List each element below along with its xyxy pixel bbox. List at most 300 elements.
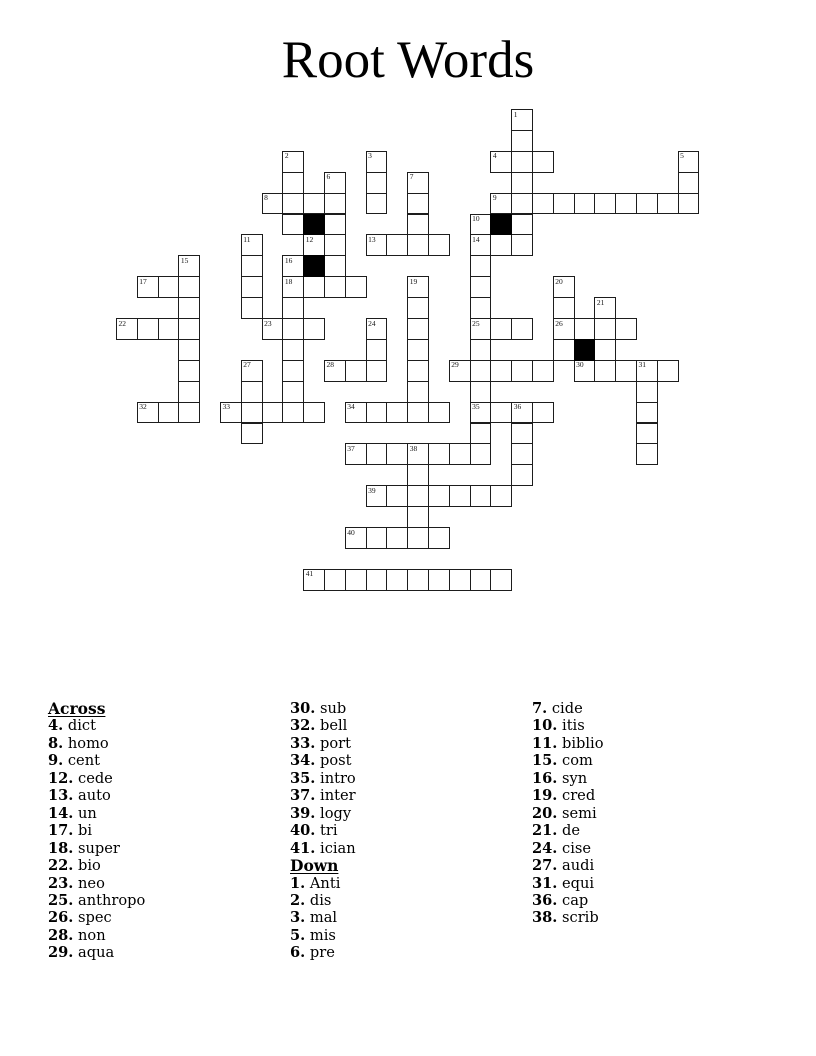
clue-number: 13.	[48, 787, 74, 805]
grid-cell[interactable]	[324, 255, 346, 277]
cell-number: 9	[492, 193, 497, 203]
clue-item: 10. itis	[532, 717, 585, 735]
grid-cell[interactable]	[449, 485, 471, 507]
clue-item: 38. scrib	[532, 909, 599, 927]
grid-cell[interactable]	[470, 381, 492, 403]
grid-cell[interactable]	[428, 402, 450, 424]
grid-cell[interactable]	[657, 193, 679, 215]
grid-cell[interactable]	[178, 360, 200, 382]
grid-cell[interactable]	[407, 360, 429, 382]
grid-cell[interactable]	[490, 569, 512, 591]
cell-number: 8	[264, 193, 268, 203]
grid-cell[interactable]	[636, 443, 658, 465]
clue-item: 2. dis	[290, 891, 332, 909]
cell-number: 13	[368, 234, 376, 244]
grid-cell[interactable]	[615, 318, 637, 340]
grid-cell[interactable]	[407, 569, 429, 591]
cell-number: 33	[222, 402, 230, 412]
cell-number: 20	[555, 276, 563, 286]
grid-cell[interactable]	[511, 172, 533, 194]
clue-item: 12. cede	[48, 769, 113, 787]
clue-number: 8.	[48, 734, 64, 752]
cell-number: 19	[409, 276, 418, 286]
grid-cell[interactable]	[324, 172, 346, 194]
grid-cell[interactable]	[345, 360, 367, 382]
cell-number: 18	[284, 276, 293, 286]
grid-cell[interactable]	[511, 423, 533, 445]
grid-cell[interactable]	[137, 402, 159, 424]
clue-item: 6. pre	[290, 944, 335, 962]
cell-number: 21	[596, 297, 605, 307]
grid-cell[interactable]	[407, 234, 429, 256]
cell-number: 5	[680, 151, 684, 161]
grid-cell[interactable]	[407, 339, 429, 361]
grid-cell[interactable]	[282, 297, 304, 319]
cell-number: 29	[451, 360, 459, 370]
clue-number: 7.	[532, 700, 548, 717]
grid-cell[interactable]	[241, 381, 263, 403]
grid-cell[interactable]	[178, 318, 200, 340]
cell-number: 23	[264, 318, 272, 328]
clue-number: 20.	[532, 804, 558, 822]
grid-cell[interactable]	[262, 193, 284, 215]
clue-item: 8. homo	[48, 734, 109, 752]
grid-cell[interactable]	[511, 402, 533, 424]
grid-cell[interactable]	[137, 318, 159, 340]
grid-cell[interactable]	[241, 360, 263, 382]
cell-number: 26	[555, 318, 563, 328]
cell-number: 40	[347, 527, 355, 537]
grid-cell[interactable]	[178, 381, 200, 403]
page-title: Root Words	[281, 31, 535, 89]
black-cell	[303, 214, 325, 236]
grid-cell[interactable]	[511, 443, 533, 465]
down-header: Down	[290, 856, 339, 876]
grid-cell[interactable]	[345, 569, 367, 591]
grid-cell[interactable]	[490, 318, 512, 340]
grid-cell[interactable]	[282, 318, 304, 340]
cell-number: 4	[492, 151, 497, 161]
grid-cell[interactable]	[282, 193, 304, 215]
clue-number: 16.	[532, 769, 558, 787]
cell-number: 11	[243, 234, 251, 244]
clue-item: 14. un	[48, 804, 97, 822]
grid-cell[interactable]	[241, 423, 263, 445]
grid-cell[interactable]	[178, 339, 200, 361]
grid-cell[interactable]	[407, 527, 429, 549]
grid-cell[interactable]	[470, 297, 492, 319]
clue-number: 21.	[532, 822, 558, 840]
cell-number: 25	[472, 318, 480, 328]
grid-cell[interactable]	[324, 276, 346, 298]
cell-number: 31	[638, 360, 646, 370]
grid-cell[interactable]	[615, 193, 637, 215]
grid-cell[interactable]	[345, 402, 367, 424]
cell-number: 27	[243, 360, 251, 370]
grid-cell[interactable]	[366, 318, 388, 340]
grid-cell[interactable]	[366, 443, 388, 465]
cell-number: 7	[409, 172, 414, 182]
clue-number: 29.	[48, 944, 74, 962]
grid-cell[interactable]	[386, 485, 408, 507]
clue-item: 15. com	[532, 752, 593, 770]
grid-cell[interactable]	[407, 506, 429, 528]
grid-cell[interactable]	[470, 214, 492, 236]
grid-cell[interactable]	[574, 360, 596, 382]
grid-cell[interactable]	[594, 193, 616, 215]
grid-cell[interactable]	[511, 318, 533, 340]
grid-cell[interactable]	[657, 360, 679, 382]
clue-number: 31.	[532, 874, 558, 892]
grid-cell[interactable]	[428, 569, 450, 591]
clue-item: 39. logy	[290, 804, 352, 822]
clue-item: 36. cap	[532, 891, 589, 909]
grid-cell[interactable]	[241, 276, 263, 298]
clue-item: 32. bell	[290, 717, 348, 735]
grid-cell[interactable]	[282, 360, 304, 382]
cell-number: 35	[472, 402, 480, 412]
grid-cell[interactable]	[407, 381, 429, 403]
clue-item: 19. cred	[532, 787, 596, 805]
grid-cell[interactable]	[407, 464, 429, 486]
black-cell	[303, 255, 325, 277]
grid-cell[interactable]	[532, 151, 554, 173]
grid-cell[interactable]	[324, 360, 346, 382]
clue-number: 27.	[532, 857, 558, 875]
grid-cell[interactable]	[470, 360, 492, 382]
grid-cell[interactable]	[470, 569, 492, 591]
clue-number: 24.	[532, 839, 558, 857]
grid-cell[interactable]	[511, 360, 533, 382]
grid-cell[interactable]	[532, 193, 554, 215]
cell-number: 1	[513, 109, 518, 119]
clue-item: 21. de	[532, 822, 581, 840]
grid-cell[interactable]	[511, 464, 533, 486]
black-cell	[574, 339, 596, 361]
clue-number: 33.	[290, 734, 316, 752]
clue-number: 28.	[48, 926, 74, 944]
cell-number: 10	[472, 214, 480, 223]
grid-cell[interactable]	[490, 402, 512, 424]
cell-number: 41	[305, 569, 314, 579]
grid-cell[interactable]	[366, 172, 388, 194]
grid-cell[interactable]	[449, 569, 471, 591]
clue-number: 6.	[290, 944, 306, 962]
grid-cell[interactable]	[594, 297, 616, 319]
grid-cell[interactable]	[574, 318, 596, 340]
grid-cell[interactable]	[428, 443, 450, 465]
cell-number: 32	[139, 402, 147, 412]
grid-cell[interactable]	[428, 527, 450, 549]
grid-cell[interactable]	[511, 109, 533, 131]
clue-number: 23.	[48, 874, 74, 892]
grid-cell[interactable]	[241, 297, 263, 319]
grid-cell[interactable]	[178, 255, 200, 277]
grid-cell[interactable]	[303, 276, 325, 298]
grid-cell[interactable]	[324, 193, 346, 215]
grid-cell[interactable]	[282, 381, 304, 403]
grid-cell[interactable]	[470, 276, 492, 298]
grid-cell[interactable]	[241, 402, 263, 424]
clue-item: 26. spec	[48, 909, 112, 927]
clue-number: 12.	[48, 769, 74, 787]
grid-cell[interactable]	[678, 172, 700, 194]
grid-cell[interactable]	[178, 402, 200, 424]
clue-number: 1.	[290, 874, 306, 892]
clue-column-down	[532, 700, 767, 927]
cell-number: 14	[472, 234, 480, 244]
grid-cell[interactable]	[532, 360, 554, 382]
grid-cell[interactable]	[490, 151, 512, 173]
clue-item: 27. audi	[532, 857, 595, 875]
clue-number: 17.	[48, 822, 74, 840]
clue-number: 19.	[532, 787, 558, 805]
clue-number: 26.	[48, 909, 74, 927]
grid-cell[interactable]	[553, 276, 575, 298]
grid-cell[interactable]	[553, 297, 575, 319]
grid-cell[interactable]	[407, 193, 429, 215]
grid-cell[interactable]	[428, 485, 450, 507]
grid-cell[interactable]	[470, 255, 492, 277]
clue-item: 3. mal	[290, 909, 338, 927]
grid-cell[interactable]	[366, 485, 388, 507]
clue-item: 29. aqua	[48, 944, 115, 962]
clue-number: 35.	[290, 769, 316, 787]
grid-cell[interactable]	[470, 402, 492, 424]
grid-cell[interactable]	[386, 234, 408, 256]
grid-cell[interactable]	[282, 151, 304, 173]
cell-number: 2	[284, 151, 289, 161]
clue-item: 41. ician	[290, 839, 356, 857]
clue-item: 31. equi	[532, 874, 595, 892]
clue-item: 16. syn	[532, 769, 588, 787]
cell-number: 30	[576, 360, 584, 370]
clue-number: 39.	[290, 804, 316, 822]
grid-cell[interactable]	[532, 402, 554, 424]
cell-number: 36	[513, 402, 522, 412]
grid-cell[interactable]	[407, 276, 429, 298]
grid-cell[interactable]	[553, 318, 575, 340]
clue-number: 32.	[290, 717, 316, 735]
cell-number: 34	[347, 402, 355, 412]
clue-item: 40. tri	[290, 822, 338, 840]
grid-cell[interactable]	[407, 318, 429, 340]
grid-cell[interactable]	[137, 276, 159, 298]
grid-cell[interactable]	[282, 402, 304, 424]
clue-column-across	[48, 700, 283, 962]
grid-cell[interactable]	[262, 402, 284, 424]
cell-number: 38	[409, 443, 418, 453]
grid-cell[interactable]	[594, 360, 616, 382]
grid-cell[interactable]	[470, 423, 492, 445]
clue-number: 14.	[48, 804, 74, 822]
clue-number: 36.	[532, 891, 558, 909]
clue-item: 4. dict	[48, 717, 96, 735]
cell-number: 39	[368, 485, 376, 495]
grid-cell[interactable]	[407, 172, 429, 194]
grid-cell[interactable]	[407, 297, 429, 319]
clue-item: 30. sub	[290, 700, 347, 717]
clue-item: 1. Anti	[290, 874, 341, 892]
grid-cell[interactable]	[636, 360, 658, 382]
grid-cell[interactable]	[386, 402, 408, 424]
black-cell	[490, 214, 512, 236]
grid-cell[interactable]	[636, 423, 658, 445]
grid-cell[interactable]	[324, 214, 346, 236]
grid-cell[interactable]	[470, 443, 492, 465]
cell-number: 28	[326, 360, 334, 370]
grid-cell[interactable]	[366, 360, 388, 382]
cell-number: 22	[118, 318, 126, 328]
grid-cell[interactable]	[282, 255, 304, 277]
grid-cell[interactable]	[324, 234, 346, 256]
grid-cell[interactable]	[220, 402, 242, 424]
clue-item: 34. post	[290, 752, 352, 770]
grid-cell[interactable]	[553, 339, 575, 361]
grid-cell[interactable]	[449, 360, 471, 382]
grid-cell[interactable]	[407, 402, 429, 424]
cell-number: 37	[347, 443, 355, 453]
grid-cell[interactable]	[386, 527, 408, 549]
grid-cell[interactable]	[324, 569, 346, 591]
clue-item: 13. auto	[48, 787, 111, 805]
grid-cell[interactable]	[449, 443, 471, 465]
grid-cell[interactable]	[615, 360, 637, 382]
grid-cell[interactable]	[303, 234, 325, 256]
grid-cell[interactable]	[241, 255, 263, 277]
grid-cell[interactable]	[511, 193, 533, 215]
clue-column-middle	[290, 700, 525, 962]
grid-cell[interactable]	[303, 193, 325, 215]
grid-cell[interactable]	[366, 402, 388, 424]
clue-number: 11.	[532, 734, 558, 752]
cell-number: 6	[326, 172, 331, 182]
clue-number: 2.	[290, 891, 306, 909]
grid-cell[interactable]	[241, 234, 263, 256]
clue-number: 15.	[532, 752, 558, 770]
clue-number: 37.	[290, 787, 316, 805]
grid-cell[interactable]	[636, 381, 658, 403]
grid-cell[interactable]	[386, 569, 408, 591]
clue-item: 17. bi	[48, 822, 93, 840]
grid-cell[interactable]	[366, 193, 388, 215]
grid-cell[interactable]	[282, 214, 304, 236]
clue-item: 24. cise	[532, 839, 591, 857]
clue-number: 30.	[290, 700, 316, 717]
grid-cell[interactable]	[407, 443, 429, 465]
grid-cell[interactable]	[303, 569, 325, 591]
grid-cell[interactable]	[366, 527, 388, 549]
grid-cell[interactable]	[490, 485, 512, 507]
clue-number: 4.	[48, 717, 64, 735]
clue-item: 20. semi	[532, 804, 597, 822]
grid-cell[interactable]	[553, 193, 575, 215]
grid-cell[interactable]	[366, 569, 388, 591]
grid-cell[interactable]	[490, 193, 512, 215]
cell-number: 16	[284, 255, 293, 265]
grid-cell[interactable]	[511, 234, 533, 256]
grid-cell[interactable]	[428, 234, 450, 256]
clue-item: 28. non	[48, 926, 106, 944]
grid-cell[interactable]	[282, 339, 304, 361]
grid-cell[interactable]	[594, 339, 616, 361]
grid-cell[interactable]	[386, 443, 408, 465]
cell-number: 15	[180, 255, 189, 265]
grid-cell[interactable]	[511, 130, 533, 152]
clue-item: 22. bio	[48, 857, 101, 875]
cell-number: 17	[139, 276, 147, 286]
grid-cell[interactable]	[678, 193, 700, 215]
clue-item: 11. biblio	[532, 734, 604, 752]
grid-cell[interactable]	[366, 234, 388, 256]
grid-cell[interactable]	[282, 172, 304, 194]
grid-cell[interactable]	[407, 485, 429, 507]
grid-cell[interactable]	[303, 402, 325, 424]
clue-item: 33. port	[290, 734, 351, 752]
grid-cell[interactable]	[345, 443, 367, 465]
clue-item: 5. mis	[290, 926, 336, 944]
clue-number: 3.	[290, 909, 306, 927]
clue-number: 41.	[290, 839, 316, 857]
clue-number: 18.	[48, 839, 74, 857]
clue-number: 40.	[290, 822, 316, 840]
grid-cell[interactable]	[490, 360, 512, 382]
clue-item: 25. anthropo	[48, 891, 146, 909]
grid-cell[interactable]	[490, 234, 512, 256]
grid-cell[interactable]	[594, 318, 616, 340]
grid-cell[interactable]	[511, 214, 533, 236]
grid-cell[interactable]	[636, 193, 658, 215]
grid-cell[interactable]	[345, 276, 367, 298]
grid-cell[interactable]	[511, 151, 533, 173]
grid-cell[interactable]	[470, 234, 492, 256]
grid-cell[interactable]	[366, 339, 388, 361]
clue-item: 35. intro	[290, 769, 356, 787]
cell-number: 12	[305, 234, 314, 244]
grid-cell[interactable]	[303, 318, 325, 340]
clue-item: 23. neo	[48, 874, 105, 892]
grid-cell[interactable]	[158, 402, 180, 424]
clue-item: 9. cent	[48, 752, 100, 770]
clue-number: 22.	[48, 857, 74, 875]
cell-number: 24	[368, 318, 376, 328]
clue-number: 9.	[48, 752, 64, 770]
grid-cell[interactable]	[345, 527, 367, 549]
grid-cell[interactable]	[282, 276, 304, 298]
grid-cell[interactable]	[116, 318, 138, 340]
clue-item: 18. super	[48, 839, 120, 857]
grid-cell[interactable]	[470, 318, 492, 340]
grid-cell[interactable]	[407, 214, 429, 236]
grid-cell[interactable]	[366, 151, 388, 173]
grid-cell[interactable]	[262, 318, 284, 340]
grid-cell[interactable]	[158, 276, 180, 298]
cell-number: 3	[368, 151, 372, 161]
grid-cell[interactable]	[574, 193, 596, 215]
grid-cell[interactable]	[178, 297, 200, 319]
clue-number: 5.	[290, 926, 306, 944]
grid-cell[interactable]	[678, 151, 700, 173]
across-header: Across	[48, 699, 106, 718]
grid-cell[interactable]	[470, 339, 492, 361]
clue-number: 34.	[290, 752, 316, 770]
grid-cell[interactable]	[178, 276, 200, 298]
grid-cell[interactable]	[158, 318, 180, 340]
clue-number: 38.	[532, 909, 558, 927]
grid-cell[interactable]	[470, 485, 492, 507]
grid-cell[interactable]	[636, 402, 658, 424]
crossword-grid	[116, 109, 716, 609]
